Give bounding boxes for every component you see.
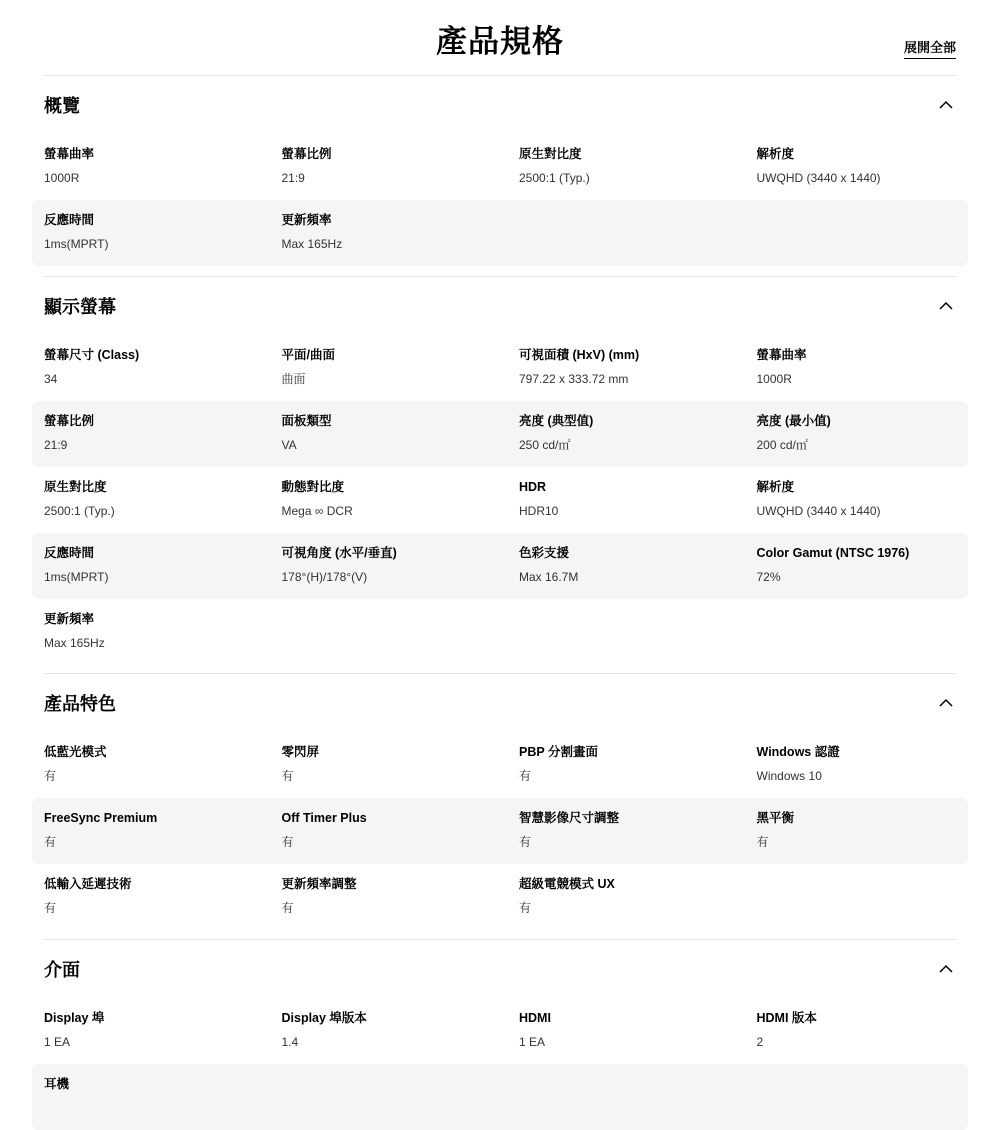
chevron-up-icon[interactable] — [936, 296, 956, 316]
spec-section — [44, 75, 956, 266]
spec-item — [44, 732, 282, 798]
spec-value: 797.22 x 333.72 mm — [519, 372, 629, 386]
spec-item — [44, 401, 282, 467]
chevron-up-icon[interactable] — [936, 959, 956, 979]
spec-label: 黑平衡 — [756, 811, 795, 825]
spec-label: Windows 認證 — [756, 745, 840, 759]
spec-label: 耳機 — [44, 1077, 70, 1091]
spec-item — [519, 134, 757, 200]
spec-value: Max 165Hz — [44, 636, 105, 650]
spec-item — [282, 732, 520, 798]
spec-label: 智慧影像尺寸調整 — [519, 811, 620, 825]
spec-label: 螢幕尺寸 (Class) — [44, 348, 140, 362]
spec-value: 有 — [519, 901, 532, 915]
spec-label: 更新頻率調整 — [281, 877, 357, 891]
spec-label: 可視面積 (HxV) (mm) — [519, 348, 640, 362]
spec-item — [757, 134, 957, 200]
spec-item — [282, 335, 520, 401]
spec-value: VA — [281, 438, 297, 452]
spec-item — [757, 998, 957, 1064]
spec-row — [32, 134, 968, 200]
spec-label: 面板類型 — [281, 414, 332, 428]
spec-row — [32, 864, 968, 930]
spec-item — [519, 864, 757, 930]
spec-label: 螢幕曲率 — [756, 348, 807, 362]
spec-value: 1.4 — [281, 1035, 299, 1049]
spec-section — [44, 939, 956, 1130]
spec-row — [32, 533, 968, 599]
spec-label: 可視角度 (水平/垂直) — [281, 546, 397, 560]
expand-all-link[interactable]: 展開全部 — [904, 37, 956, 59]
spec-label: 反應時間 — [44, 213, 95, 227]
spec-value: 72% — [756, 570, 781, 584]
spec-item — [519, 998, 757, 1064]
spec-item — [44, 134, 282, 200]
spec-value: 有 — [44, 835, 57, 849]
spec-row — [32, 998, 968, 1064]
spec-value: 1000R — [44, 171, 80, 185]
spec-item — [757, 335, 957, 401]
spec-value: 21:9 — [44, 438, 68, 452]
spec-label: 原生對比度 — [519, 147, 582, 161]
spec-row — [32, 1064, 968, 1130]
spec-label: 零閃屏 — [281, 745, 320, 759]
spec-value: 34 — [44, 372, 58, 386]
spec-value: Max 165Hz — [281, 237, 343, 251]
section-header[interactable] — [44, 277, 956, 335]
spec-value: 2500:1 (Typ.) — [519, 171, 590, 185]
spec-label: 亮度 (典型值) — [519, 414, 594, 428]
section-title: 概覽 — [44, 96, 80, 116]
spec-label: 更新頻率 — [44, 612, 95, 626]
spec-label: 更新頻率 — [281, 213, 332, 227]
spec-value: 有 — [519, 835, 532, 849]
spec-value: 178°(H)/178°(V) — [281, 570, 368, 584]
spec-value: 曲面 — [281, 372, 306, 386]
spec-value: 250 cd/㎡ — [519, 438, 571, 452]
spec-label: 反應時間 — [44, 546, 95, 560]
spec-item — [282, 467, 520, 533]
spec-item — [519, 798, 757, 864]
spec-value: 有 — [281, 901, 294, 915]
spec-item — [519, 533, 757, 599]
spec-item — [44, 864, 282, 930]
spec-value: 有 — [44, 901, 57, 915]
spec-item — [282, 200, 520, 266]
spec-label: 低藍光模式 — [44, 745, 107, 759]
spec-item — [282, 998, 520, 1064]
spec-value: 有 — [281, 835, 294, 849]
chevron-up-icon[interactable] — [936, 693, 956, 713]
spec-item — [282, 798, 520, 864]
spec-label: 解析度 — [756, 147, 795, 161]
page-title: 產品規格 — [436, 24, 564, 59]
spec-label: FreeSync Premium — [44, 811, 158, 825]
section-title: 顯示螢幕 — [44, 297, 116, 317]
spec-value: Mega ∞ DCR — [281, 504, 353, 518]
spec-item — [44, 798, 282, 864]
spec-item — [44, 533, 282, 599]
spec-item — [282, 864, 520, 930]
spec-label: 螢幕比例 — [44, 414, 95, 428]
spec-item — [757, 732, 957, 798]
section-header[interactable] — [44, 940, 956, 998]
chevron-up-icon[interactable] — [936, 95, 956, 115]
spec-row — [32, 401, 968, 467]
spec-value: UWQHD (3440 x 1440) — [756, 504, 881, 518]
spec-item — [757, 467, 957, 533]
spec-item — [519, 732, 757, 798]
spec-label: 亮度 (最小值) — [756, 414, 831, 428]
spec-item — [282, 533, 520, 599]
spec-item — [282, 401, 520, 467]
spec-item — [44, 998, 282, 1064]
spec-label: HDMI 版本 — [756, 1011, 817, 1025]
spec-value: 1 EA — [44, 1035, 71, 1049]
spec-value: 1ms(MPRT) — [44, 237, 109, 251]
spec-row — [32, 798, 968, 864]
spec-item — [44, 335, 282, 401]
spec-item — [519, 335, 757, 401]
spec-value: 有 — [281, 769, 294, 783]
spec-row — [32, 335, 968, 401]
spec-value: 21:9 — [281, 171, 305, 185]
spec-section — [44, 673, 956, 930]
spec-item — [757, 401, 957, 467]
spec-label: 螢幕曲率 — [44, 147, 95, 161]
spec-value: 1000R — [756, 372, 792, 386]
spec-item — [44, 200, 282, 266]
spec-value: 有 — [44, 769, 57, 783]
spec-row — [32, 467, 968, 533]
spec-item — [519, 467, 757, 533]
spec-section — [44, 276, 956, 665]
spec-label: 動態對比度 — [281, 480, 345, 494]
spec-label: 平面/曲面 — [281, 348, 335, 362]
spec-value: 有 — [519, 769, 532, 783]
spec-item — [757, 533, 957, 599]
spec-label: 原生對比度 — [44, 480, 107, 494]
spec-value: 2500:1 (Typ.) — [44, 504, 115, 518]
spec-row — [32, 732, 968, 798]
spec-label: PBP 分割畫面 — [519, 745, 598, 759]
spec-label: HDR — [519, 480, 547, 494]
spec-label: Display 埠版本 — [281, 1011, 367, 1025]
section-title: 介面 — [44, 960, 80, 980]
spec-row — [32, 599, 968, 665]
section-title: 產品特色 — [44, 694, 116, 714]
spec-value: 1 EA — [519, 1035, 546, 1049]
spec-label: 低輸入延遲技術 — [44, 877, 132, 891]
section-header[interactable] — [44, 674, 956, 732]
spec-label: HDMI — [519, 1011, 551, 1025]
spec-label: 螢幕比例 — [281, 147, 332, 161]
spec-value: 1ms(MPRT) — [44, 570, 109, 584]
spec-value: HDR10 — [519, 504, 559, 518]
spec-value: Max 16.7M — [519, 570, 579, 584]
spec-label: Off Timer Plus — [281, 811, 367, 825]
spec-value: 2 — [756, 1035, 764, 1049]
spec-value: 200 cd/㎡ — [756, 438, 808, 452]
spec-item — [519, 401, 757, 467]
spec-item — [44, 1064, 282, 1130]
spec-row — [32, 200, 968, 266]
spec-item — [757, 798, 957, 864]
spec-value: 有 — [756, 835, 769, 849]
spec-label: 解析度 — [756, 480, 795, 494]
section-header[interactable] — [44, 76, 956, 134]
spec-label: 色彩支援 — [519, 546, 570, 560]
spec-label: Color Gamut (NTSC 1976) — [756, 546, 910, 560]
spec-value: UWQHD (3440 x 1440) — [756, 171, 881, 185]
spec-item — [44, 467, 282, 533]
spec-item — [282, 134, 520, 200]
spec-item — [44, 599, 282, 665]
spec-label: 超級電競模式 UX — [519, 877, 615, 891]
spec-label: Display 埠 — [44, 1011, 105, 1025]
spec-value: Windows 10 — [756, 769, 822, 783]
